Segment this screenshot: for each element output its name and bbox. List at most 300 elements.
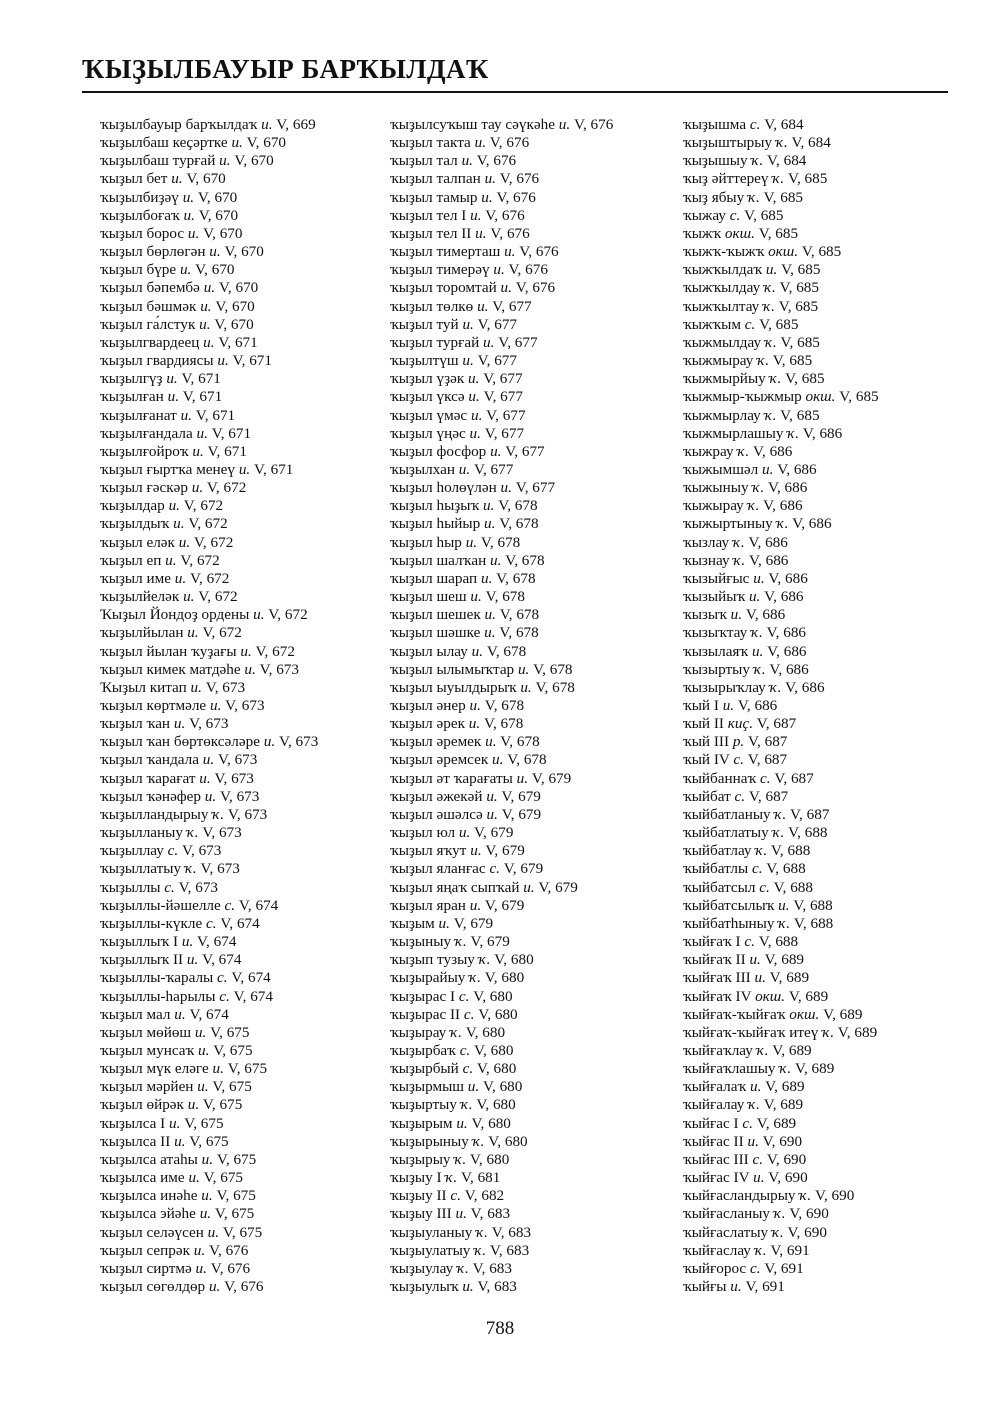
entry-reference: V, 672 xyxy=(268,606,308,624)
entry-pos-abbr: и. xyxy=(748,588,761,606)
entry-pos-abbr: с. xyxy=(760,769,771,787)
entry-headword: ҡыҙыл гвардиясы xyxy=(100,352,214,370)
index-entry xyxy=(100,1205,385,1223)
entry-reference: V, 688 xyxy=(793,914,834,932)
entry-pos-abbr: и. xyxy=(458,460,471,478)
entry-headword: ҡыжҡ xyxy=(683,224,722,242)
entry-pos-abbr: и. xyxy=(455,1205,467,1223)
index-entry xyxy=(683,261,983,279)
entry-headword: ҡыйғаҡлау xyxy=(683,1041,753,1059)
page-title: ҠЫҘЫЛБАУЫР БАРҠЫЛДАҠ xyxy=(82,54,489,84)
entry-headword: ҡый II xyxy=(683,715,724,733)
index-entry xyxy=(683,588,983,606)
entry-reference: V, 678 xyxy=(486,642,527,660)
index-entry xyxy=(390,1060,675,1078)
entry-headword: ҡыҙыл бәпембә xyxy=(100,279,200,297)
entry-pos-abbr: ҡ. xyxy=(779,1060,792,1078)
entry-pos-abbr: и. xyxy=(481,188,493,206)
index-entry xyxy=(390,661,675,679)
index-entry xyxy=(683,534,983,552)
index-entry xyxy=(390,1133,675,1151)
entry-headword: ҡыҙылйеләк xyxy=(100,588,180,606)
index-entry xyxy=(100,334,385,352)
entry-pos-abbr: и. xyxy=(753,1169,765,1187)
entry-pos-abbr: и. xyxy=(490,551,502,569)
entry-reference: V, 673 xyxy=(200,860,240,878)
index-entry xyxy=(390,879,675,897)
entry-reference: V, 676 xyxy=(573,116,614,133)
index-entry xyxy=(100,733,385,751)
entry-pos-abbr: и. xyxy=(183,588,195,606)
entry-headword: ҡыҙыл әт ҡарағаты xyxy=(390,769,513,787)
entry-pos-abbr: и. xyxy=(187,624,199,642)
entry-reference: V, 685 xyxy=(780,333,820,351)
index-entry xyxy=(390,261,675,279)
entry-reference: V, 676 xyxy=(508,261,548,279)
entry-reference: V, 673 xyxy=(219,787,260,805)
entry-reference: V, 679 xyxy=(485,842,525,860)
entry-headword: ҡыҙылса инәһе xyxy=(100,1187,198,1205)
index-entry xyxy=(683,988,983,1006)
index-entry xyxy=(390,425,675,443)
entry-headword: Ҡыҙыл китап xyxy=(100,678,187,696)
index-entry xyxy=(100,1169,385,1187)
entry-reference: V, 675 xyxy=(189,1132,229,1150)
entry-headword: ҡыйғас I xyxy=(683,1114,739,1132)
entry-reference: V, 677 xyxy=(477,315,518,333)
entry-headword: ҡыҙыл шеш xyxy=(390,588,467,606)
entry-headword: ҡыҙыл ылымыҡтар xyxy=(390,660,515,678)
index-entry xyxy=(390,479,675,497)
entry-pos-abbr: и. xyxy=(462,352,474,370)
index-entry xyxy=(390,189,675,207)
index-entry xyxy=(100,479,385,497)
entry-pos-abbr: и. xyxy=(217,352,229,370)
entry-pos-abbr: и. xyxy=(171,170,183,188)
entry-pos-abbr: и. xyxy=(754,969,766,987)
entry-pos-abbr: ҡ. xyxy=(476,1223,488,1241)
index-entry xyxy=(100,461,385,479)
entry-headword: ҡыҙылса атаһы xyxy=(100,1150,198,1168)
entry-headword: ҡыҙ ябыу xyxy=(683,188,745,206)
entry-headword: ҡыҙыллау xyxy=(100,842,164,860)
index-entry xyxy=(100,1260,385,1278)
entry-headword: ҡыҙыл үмәс xyxy=(390,406,468,424)
entry-headword: ҡыҙылса эйәһе xyxy=(100,1205,196,1223)
index-entry xyxy=(100,407,385,425)
entry-headword: ҡыҙылгвардеец xyxy=(100,333,200,351)
entry-headword: ҡыҙыл әнер xyxy=(390,697,466,714)
entry-headword: ҡыжырау xyxy=(683,497,744,515)
index-entry xyxy=(100,643,385,661)
index-entry xyxy=(390,1169,675,1187)
entry-pos-abbr: и. xyxy=(484,606,496,624)
entry-reference: V, 673 xyxy=(181,842,222,860)
entry-headword: ҡыҙыл һыр xyxy=(390,533,462,551)
entry-pos-abbr: и. xyxy=(219,152,231,170)
entry-reference: V, 678 xyxy=(483,715,524,733)
entry-pos-abbr: и. xyxy=(468,388,480,406)
entry-headword: ҡыҙыл бөрлөгән xyxy=(100,243,206,261)
entry-pos-abbr: и. xyxy=(747,1132,759,1150)
entry-headword: ҡыйғорос xyxy=(683,1259,747,1277)
entry-headword: ҡыҙыл әрек xyxy=(390,715,465,733)
entry-headword: ҡыйғас IV xyxy=(683,1169,750,1187)
entry-pos-abbr: ҡ. xyxy=(754,1241,767,1259)
entry-headword: ҡыйғы xyxy=(683,1278,727,1295)
index-entry xyxy=(100,606,385,624)
entry-pos-abbr: и. xyxy=(468,370,480,388)
index-entry xyxy=(390,316,675,334)
entry-pos-abbr: и. xyxy=(183,206,195,224)
entry-reference: V, 680 xyxy=(471,1114,511,1132)
entry-reference: V, 686 xyxy=(737,697,778,714)
entry-headword: ҡыйбатһыныу xyxy=(683,914,775,932)
entry-headword: ҡыҙыулыҡ xyxy=(390,1278,459,1295)
entry-reference: V, 679 xyxy=(503,860,544,878)
entry-pos-abbr: ҡ. xyxy=(732,533,745,551)
index-entry xyxy=(683,624,983,642)
entry-headword: ҡыйбатланыу xyxy=(683,805,771,823)
entry-headword: ҡыҙылландырыу xyxy=(100,805,209,823)
index-entry xyxy=(390,751,675,769)
entry-reference: V, 673 xyxy=(225,697,265,714)
entry-pos-abbr: и. xyxy=(778,896,790,914)
index-entry xyxy=(390,933,675,951)
entry-pos-abbr: и. xyxy=(504,243,516,261)
entry-pos-abbr: ҡ. xyxy=(472,1132,485,1150)
entry-pos-abbr: и. xyxy=(492,751,504,769)
index-entry xyxy=(683,570,983,588)
entry-pos-abbr: с. xyxy=(463,1005,475,1023)
entry-headword: ҡыҙыштырыу xyxy=(683,134,773,152)
entry-headword: ҡыҙыл ҡандала xyxy=(100,751,199,769)
entry-reference: V, 674 xyxy=(233,987,273,1005)
index-entry xyxy=(390,497,675,515)
entry-reference: V, 686 xyxy=(802,424,843,442)
entry-reference: V, 689 xyxy=(764,951,805,969)
entry-pos-abbr: ҡ. xyxy=(753,660,766,678)
entry-pos-abbr: и. xyxy=(749,1078,762,1096)
entry-headword: ҡыҙыл тимерәү xyxy=(390,261,490,279)
entry-reference: V, 686 xyxy=(749,551,789,569)
index-entry xyxy=(390,170,675,188)
entry-pos-abbr: и. xyxy=(765,261,778,279)
entry-headword: ҡыҙылғойроҡ xyxy=(100,442,189,460)
index-entry xyxy=(683,334,983,352)
index-entry xyxy=(390,1224,675,1242)
entry-pos-abbr: и. xyxy=(174,569,187,587)
entry-reference: V, 683 xyxy=(477,1278,517,1295)
entry-headword: ҡыҙыныу xyxy=(390,933,452,951)
entry-reference: V, 670 xyxy=(195,261,235,279)
entry-pos-abbr: с. xyxy=(729,206,741,224)
entry-pos-abbr: и. xyxy=(474,134,486,152)
entry-headword: ҡыйбат xyxy=(683,787,731,805)
index-entry xyxy=(683,552,983,570)
entry-reference: V, 673 xyxy=(202,824,242,842)
entry-reference: V, 679 xyxy=(501,805,542,823)
entry-pos-abbr: и. xyxy=(484,170,496,188)
entry-headword: ҡыйғаҡ-ҡыйғаҡ итеү xyxy=(683,1023,819,1041)
index-entry xyxy=(683,1024,983,1042)
entry-reference: V, 680 xyxy=(465,1023,506,1041)
entry-headword: ҡыҙыу III xyxy=(390,1205,452,1223)
index-entry xyxy=(683,1278,983,1296)
entry-pos-abbr: ҡ. xyxy=(772,824,785,842)
entry-reference: V, 670 xyxy=(218,279,259,297)
entry-reference: V, 676 xyxy=(515,279,556,297)
entry-reference: V, 685 xyxy=(759,315,799,333)
entry-headword: ҡыҙырайыу xyxy=(390,969,466,987)
entry-pos-abbr: и. xyxy=(471,642,484,660)
index-entry xyxy=(390,679,675,697)
entry-reference: V, 673 xyxy=(189,715,229,733)
entry-pos-abbr: ҡ. xyxy=(184,860,197,878)
entry-reference: V, 676 xyxy=(485,206,525,224)
entry-reference: V, 679 xyxy=(501,787,541,805)
entry-reference: V, 676 xyxy=(210,1259,251,1277)
entry-reference: V, 677 xyxy=(486,406,526,424)
entry-pos-abbr: и. xyxy=(209,697,222,714)
entry-reference: V, 686 xyxy=(768,569,808,587)
index-entry xyxy=(683,116,983,134)
entry-pos-abbr: и. xyxy=(468,715,481,733)
entry-pos-abbr: и. xyxy=(485,733,497,751)
entry-reference: V, 670 xyxy=(215,297,255,315)
entry-pos-abbr: и. xyxy=(238,460,251,478)
index-entry xyxy=(683,606,983,624)
entry-pos-abbr: ҡ. xyxy=(748,188,760,206)
entry-reference: V, 673 xyxy=(217,751,258,769)
index-entry xyxy=(683,1242,983,1260)
entry-headword: ҡыҙылсуҡыш тау сәүкәһе xyxy=(390,116,555,133)
index-entry xyxy=(100,1224,385,1242)
entry-reference: V, 685 xyxy=(763,188,804,206)
entry-pos-abbr: и. xyxy=(467,1078,480,1096)
entry-headword: ҡыҙыл ҡәнәфер xyxy=(100,787,201,805)
entry-pos-abbr: и. xyxy=(167,388,179,406)
index-entry xyxy=(390,1278,675,1296)
entry-headword: ҡый IV xyxy=(683,751,730,769)
entry-headword: ҡыҙыл бүре xyxy=(100,261,177,279)
entry-headword: ҡыҙыллы-күкле xyxy=(100,914,203,932)
entry-pos-abbr: окш. xyxy=(789,1005,820,1023)
entry-headword: ҡыҙылгүҙ xyxy=(100,370,163,388)
entry-headword: ҡыйғаслатыу xyxy=(683,1223,769,1241)
entry-headword: ҡыйбатсыл xyxy=(683,878,756,896)
header-rule xyxy=(82,91,948,93)
entry-headword: ҡыҙыл тамыр xyxy=(390,188,478,206)
entry-headword: ҡызыртыу xyxy=(683,660,750,678)
entry-headword: ҡыҙылбоғаҡ xyxy=(100,206,180,224)
entry-reference: V, 678 xyxy=(496,569,536,587)
entry-pos-abbr: и. xyxy=(456,1114,468,1132)
entry-reference: V, 690 xyxy=(789,1205,829,1223)
entry-reference: V, 671 xyxy=(207,442,247,460)
index-entry xyxy=(100,116,385,134)
entry-headword: ҡыҙырыу xyxy=(390,1150,451,1168)
index-entry xyxy=(683,479,983,497)
entry-reference: V, 678 xyxy=(533,660,573,678)
entry-headword: ҡыҙыл яланғас xyxy=(390,860,486,878)
entry-pos-abbr: ҡ. xyxy=(774,805,787,823)
index-entry xyxy=(390,733,675,751)
entry-pos-abbr: ҡ. xyxy=(763,279,776,297)
index-entry xyxy=(683,1133,983,1151)
entry-pos-abbr: и. xyxy=(180,406,192,424)
entry-headword: ҡыйбаннаҡ xyxy=(683,769,757,787)
index-entry xyxy=(390,588,675,606)
index-entry xyxy=(100,1042,385,1060)
entry-headword: ҡыҙыл төлкө xyxy=(390,297,474,315)
entry-reference: V, 690 xyxy=(762,1132,803,1150)
entry-headword: ҡыйғаҡ II xyxy=(683,951,746,969)
entry-reference: V, 685 xyxy=(758,224,799,242)
entry-reference: V, 688 xyxy=(766,860,806,878)
entry-pos-abbr: ҡ. xyxy=(186,824,199,842)
entry-pos-abbr: и. xyxy=(207,1223,220,1241)
entry-pos-abbr: и. xyxy=(483,333,495,351)
entry-reference: V, 674 xyxy=(189,1005,229,1023)
entry-pos-abbr: ҡ. xyxy=(733,551,746,569)
entry-reference: V, 689 xyxy=(794,1060,835,1078)
index-entry xyxy=(100,951,385,969)
index-entry xyxy=(390,352,675,370)
entry-pos-abbr: и. xyxy=(188,1169,200,1187)
entry-headword: ҡыҙыртыу xyxy=(390,1096,457,1114)
entry-pos-abbr: с. xyxy=(744,933,755,951)
index-entry xyxy=(390,697,675,715)
index-entry xyxy=(100,1078,385,1096)
entry-reference: V, 689 xyxy=(837,1023,878,1041)
entry-reference: V, 678 xyxy=(484,697,525,714)
index-entry xyxy=(100,1006,385,1024)
entry-pos-abbr: и. xyxy=(516,769,529,787)
index-entry xyxy=(683,134,983,152)
entry-headword: ҡыҙыл шешек xyxy=(390,606,481,624)
index-entry xyxy=(100,969,385,987)
entry-pos-abbr: ҡ. xyxy=(212,805,225,823)
entry-pos-abbr: и. xyxy=(208,1278,221,1295)
index-entry xyxy=(683,770,983,788)
entry-headword: ҡыҙыл ыуылдырыҡ xyxy=(390,678,517,696)
entry-headword: ҡыҙылбауыр барҡылдаҡ xyxy=(100,116,258,133)
entry-headword: ҡыҙыл тимерташ xyxy=(390,243,501,261)
index-entry xyxy=(683,897,983,915)
entry-pos-abbr: ҡ. xyxy=(778,914,791,932)
entry-pos-abbr: и. xyxy=(169,1114,181,1132)
entry-pos-abbr: и. xyxy=(486,805,498,823)
entry-reference: V, 678 xyxy=(505,551,545,569)
entry-pos-abbr: и. xyxy=(469,424,481,442)
entry-pos-abbr: и. xyxy=(730,606,743,624)
entry-reference: V, 688 xyxy=(758,933,799,951)
entry-reference: V, 671 xyxy=(181,370,221,388)
entry-headword: ҡыҙыллы xyxy=(100,878,161,896)
entry-reference: V, 678 xyxy=(499,515,539,533)
entry-reference: V, 680 xyxy=(484,969,525,987)
entry-reference: V, 687 xyxy=(748,733,788,751)
entry-reference: V, 676 xyxy=(496,188,536,206)
entry-reference: V, 685 xyxy=(801,243,842,261)
entry-headword: ҡыҙылдыҡ xyxy=(100,515,170,533)
entry-headword: ҡыжымшәл xyxy=(683,460,759,478)
index-entry xyxy=(683,661,983,679)
entry-headword: ҡыҙыл һолөүлән xyxy=(390,479,497,497)
entry-pos-abbr: и. xyxy=(204,787,217,805)
index-entry xyxy=(100,134,385,152)
entry-reference: V, 686 xyxy=(777,460,817,478)
index-entry xyxy=(683,1060,983,1078)
entry-reference: V, 690 xyxy=(766,1150,807,1168)
entry-headword: ҡыҙыл тал xyxy=(390,152,458,170)
entry-reference: V, 688 xyxy=(788,824,828,842)
index-entry xyxy=(683,461,983,479)
entry-reference: V, 674 xyxy=(202,951,242,969)
index-entry xyxy=(100,425,385,443)
entry-headword: ҡыжрау xyxy=(683,442,734,460)
entry-pos-abbr: и. xyxy=(192,442,204,460)
index-entry xyxy=(683,643,983,661)
entry-pos-abbr: и. xyxy=(458,824,471,842)
entry-reference: V, 686 xyxy=(792,515,832,533)
entry-pos-abbr: ҡ. xyxy=(773,1205,786,1223)
entry-headword: ҡыйғаҡлашыу xyxy=(683,1060,776,1078)
entry-headword: ҡыйғалау xyxy=(683,1096,745,1114)
entry-pos-abbr: окш. xyxy=(805,388,836,406)
entry-pos-abbr: и. xyxy=(486,787,498,805)
entry-reference: V, 686 xyxy=(769,660,809,678)
entry-reference: V, 675 xyxy=(213,1041,253,1059)
index-entry xyxy=(390,388,675,406)
entry-pos-abbr: и. xyxy=(195,1259,207,1277)
index-entry xyxy=(390,370,675,388)
entry-headword: ҡыҙыл селәүсен xyxy=(100,1223,204,1241)
entry-reference: V, 688 xyxy=(770,842,811,860)
entry-headword: ҡыҙыл мал xyxy=(100,1005,171,1023)
index-entry xyxy=(100,770,385,788)
entry-pos-abbr: и. xyxy=(168,497,180,515)
entry-headword: ҡыҙыл әремсек xyxy=(390,751,489,769)
entry-headword: ҡыҙым xyxy=(390,914,435,932)
entry-pos-abbr: и. xyxy=(470,206,482,224)
entry-reference: V, 678 xyxy=(498,497,538,515)
index-entry xyxy=(683,806,983,824)
entry-headword: ҡыҙыл һыйыр xyxy=(390,515,481,533)
entry-reference: V, 676 xyxy=(208,1241,249,1259)
entry-headword: ҡыҙылланыу xyxy=(100,824,183,842)
entry-headword: ҡыҙыл шарап xyxy=(390,569,478,587)
entry-reference: V, 671 xyxy=(254,460,294,478)
page-number: 788 xyxy=(485,1318,515,1339)
entry-headword: ҡыҙыл сиртмә xyxy=(100,1259,192,1277)
entry-headword: ҡыҙылхан xyxy=(390,460,455,478)
entry-headword: ҡыҙыл борос xyxy=(100,224,185,242)
entry-headword: ҡыҙыл мәрйен xyxy=(100,1078,194,1096)
entry-pos-abbr: ҡ. xyxy=(771,1223,784,1241)
entry-pos-abbr: и. xyxy=(166,370,178,388)
entry-reference: V, 684 xyxy=(791,134,831,152)
entry-headword: ҡыҙыл үҙәк xyxy=(390,370,465,388)
index-entry xyxy=(100,1278,385,1296)
index-entry xyxy=(390,1042,675,1060)
index-entry xyxy=(390,770,675,788)
entry-headword: ҡызнау xyxy=(683,551,730,569)
entry-reference: V, 687 xyxy=(756,715,797,733)
entry-reference: V, 685 xyxy=(785,370,825,388)
entry-reference: V, 677 xyxy=(483,370,523,388)
